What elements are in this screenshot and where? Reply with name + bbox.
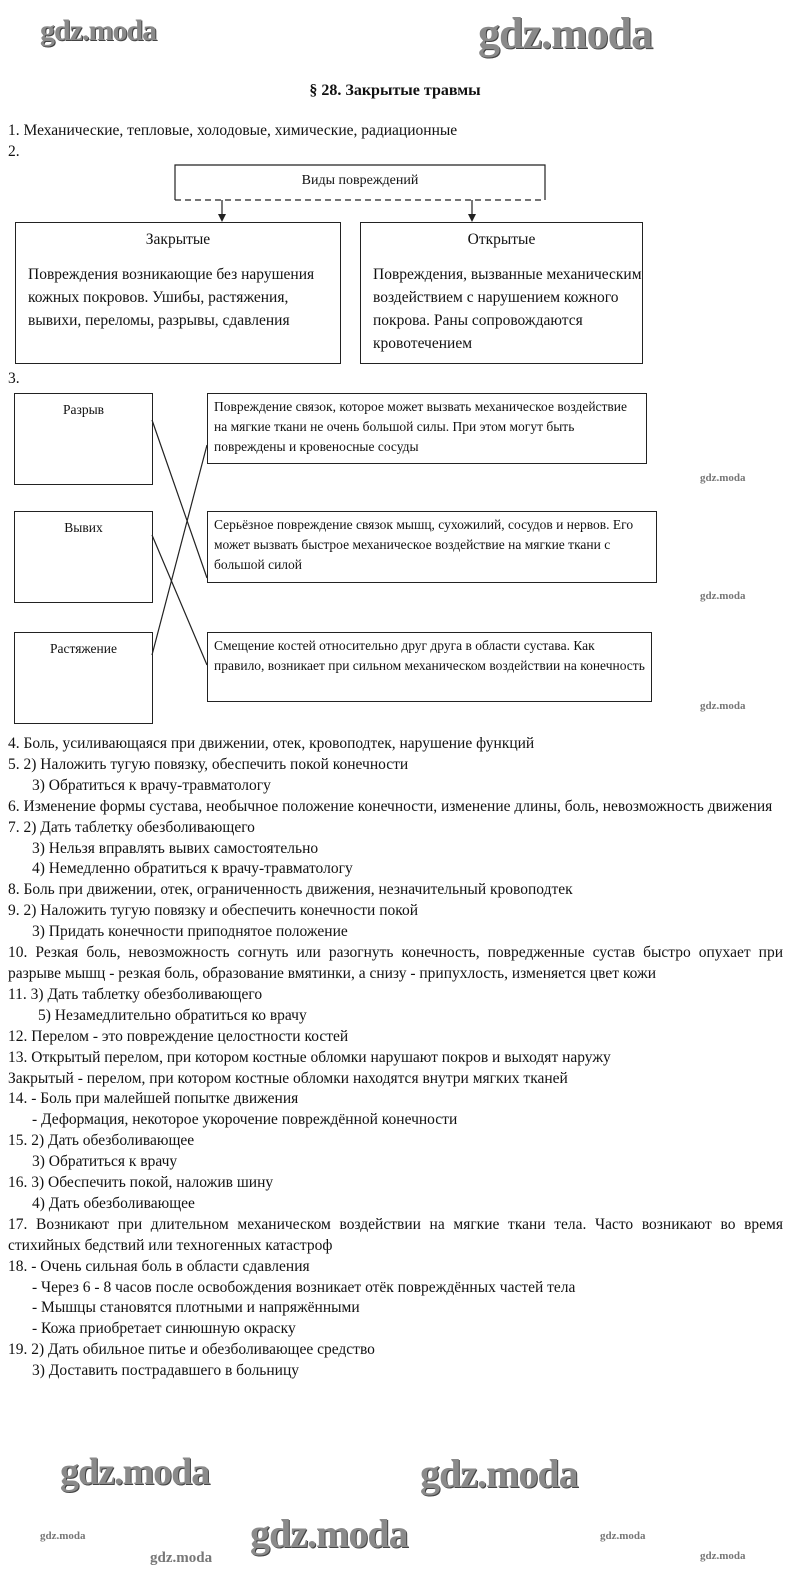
answer-line: 12. Перелом - это повреждение целостности костей (8, 1027, 349, 1045)
answer-line: 4) Дать обезболивающее (32, 1194, 195, 1212)
answer-1: 1. Механические, тепловые, холодовые, химические, радиационные (8, 122, 458, 139)
term-box: Вывих (14, 511, 153, 603)
answer-line: 4) Немедленно обратиться к врачу-травматологу (32, 860, 353, 878)
answer-line: 8. Боль при движении, отек, ограниченность движения, незначительный кровоподтек (8, 881, 573, 899)
watermark-small: gdz.moda (600, 1530, 646, 1542)
closed-text: Повреждения возникающие без нарушения кожных покровов. Ушибы, растяжения, вывихи, переломы, разрывы, сдавления (28, 266, 315, 329)
term-box: Разрыв (14, 393, 153, 485)
answer-line: - Через 6 - 8 часов после освобождения возникает отёк повреждённых частей тела (32, 1278, 576, 1296)
watermark-small: gdz.moda (700, 1550, 746, 1562)
diagram-root-label: Виды повреждений (301, 173, 419, 188)
answer-line: 16. 3) Обеспечить покой, наложив шину (8, 1174, 274, 1192)
watermark: gdz.moda (40, 14, 157, 47)
answer-line: 17. Возникают при длительном механическом воздействии на мягкие ткани тела. Часто возникают во время стихийных бедствий или техногенных катастроф (8, 1215, 783, 1254)
answer-line: - Мышцы становятся плотными и напряжёнными (32, 1299, 360, 1317)
answer-line: 4. Боль, усиливающаяся при движении, отек, кровоподтек, нарушение функций (8, 735, 535, 752)
open-injuries-box (360, 222, 643, 364)
answer-line: 13. Открытый перелом, при котором костные обломки нарушают покров и выходят наружу (8, 1048, 611, 1066)
answer-line: - Деформация, некоторое укорочение повреждённой конечности (32, 1111, 458, 1129)
watermark: gdz.moda (420, 1451, 578, 1496)
answer-line: 19. 2) Дать обильное питье и обезболивающее средство (8, 1341, 375, 1359)
answer-line: - Кожа приобретает синюшную окраску (32, 1320, 296, 1338)
diagram-connectors (0, 0, 812, 740)
answer-line: 7. 2) Дать таблетку обезболивающего (8, 818, 255, 836)
arrow-head-icon (218, 214, 226, 222)
answer-line: 5. 2) Наложить тугую повязку, обеспечить покой конечности (8, 755, 409, 773)
closed-title: Закрытые (145, 231, 211, 248)
answer-line: 18. - Очень сильная боль в области сдавления (8, 1257, 310, 1275)
watermark: gdz.moda (478, 9, 653, 58)
answer-line: 15. 2) Дать обезболивающее (8, 1132, 195, 1150)
page-title: § 28. Закрытые травмы (309, 82, 481, 99)
term-box: Растяжение (14, 632, 153, 724)
answer-line: 5) Незамедлительно обратиться ко врачу (38, 1006, 307, 1024)
definition-box: Серьёзное повреждение связок мышц, сухожилий, сосудов и нервов. Его может вызвать быстрое механическое воздействие на мягкие ткани с большой силой (207, 511, 657, 583)
answer-line: 3) Доставить пострадавшего в больницу (32, 1362, 300, 1380)
open-title: Открытые (467, 231, 536, 248)
answer-line: 10. Резкая боль, невозможность согнуть или разогнуть конечность, повредженные сустав быстро опухает при разрыве мышц - резкая боль, образование вмятинки, а снизу - припухлость, изменяется цвет кожи (8, 944, 783, 982)
watermark-small: gdz.moda (700, 472, 746, 484)
definition-box: Смещение костей относительно друг друга в области сустава. Как правило, возникает при сильном механическом воздействии на конечность (207, 632, 652, 702)
watermark-small: gdz.moda (150, 1550, 213, 1566)
watermark-small: gdz.moda (700, 590, 746, 602)
answer-2-number: 2. (8, 143, 20, 160)
watermark-small: gdz.moda (700, 700, 746, 712)
arrow-head-icon (468, 214, 476, 222)
watermark-small: gdz.moda (40, 1530, 86, 1542)
answer-line: 3) Обратиться к врачу (32, 1153, 178, 1171)
answer-line: 6. Изменение формы сустава, необычное положение конечности, изменение длины, боль, невозможность движения (8, 797, 773, 815)
match-line-sprain (152, 445, 207, 655)
answer-line: 3) Обратиться к врачу-травматологу (32, 776, 271, 794)
watermark: gdz.moda (60, 1451, 210, 1493)
answers-list (8, 734, 783, 1382)
watermark: gdz.moda (250, 1511, 408, 1556)
answer-line: 3) Нельзя вправлять вывих самостоятельно (32, 839, 319, 857)
answer-line: 3) Придать конечности приподнятое положение (32, 923, 348, 941)
answer-3-number: 3. (8, 370, 20, 387)
answer-line: 14. - Боль при малейшей попытке движения (8, 1090, 299, 1108)
closed-injuries-box (15, 222, 341, 364)
answer-line: 9. 2) Наложить тугую повязку и обеспечить конечности покой (8, 902, 419, 920)
answer-line: 11. 3) Дать таблетку обезболивающего (8, 985, 263, 1003)
open-text: Повреждения, вызванные механическим воздействием с нарушением кожного покрова. Раны сопровождаются кровотечением (373, 266, 642, 352)
answer-line: Закрытый - перелом, при котором костные обломки находятся внутри мягких тканей (8, 1069, 568, 1087)
definition-box: Повреждение связок, которое может вызвать механическое воздействие на мягкие ткани не очень большой силы. При этом могут быть повреждены и кровеносные сосуды (207, 393, 647, 464)
